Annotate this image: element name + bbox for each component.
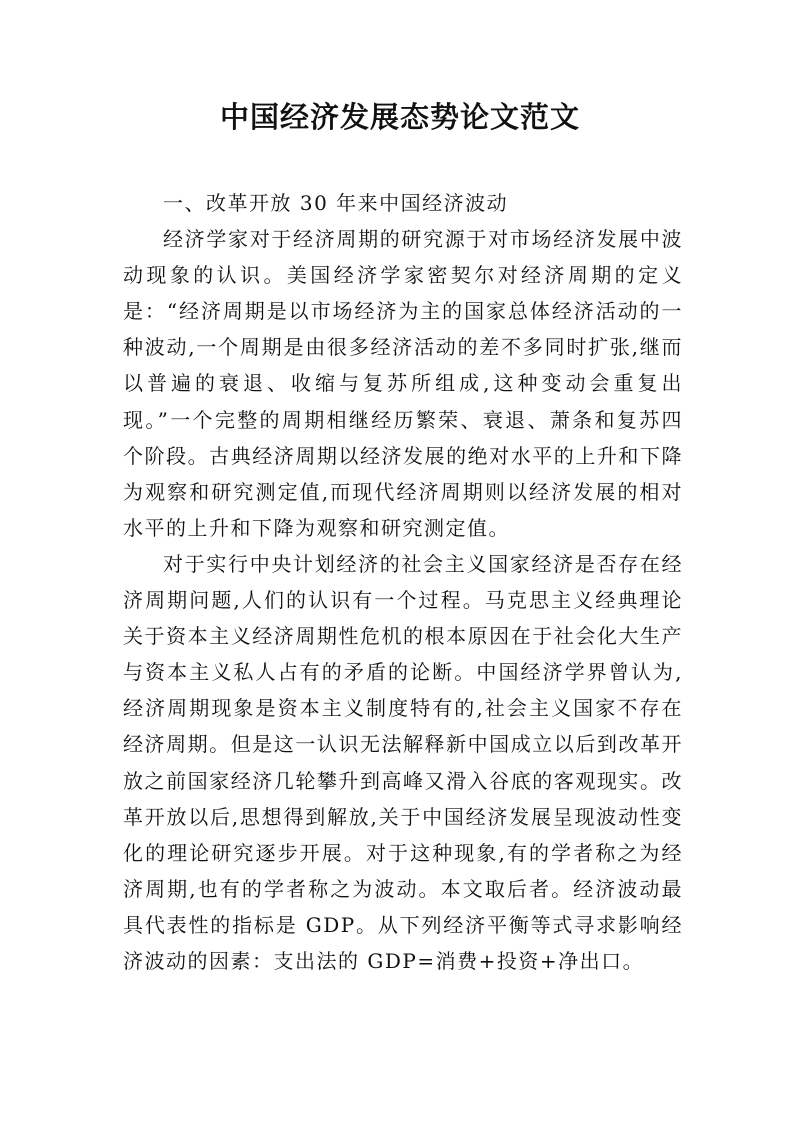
document-body: [123, 185, 683, 979]
paragraph-2: 对于实行中央计划经济的社会主义国家经济是否存在经济周期问题,人们的认识有一个过程。马克思主义经典理论关于资本主义经济周期性危机的根本原因在于社会化大生产与资本主义私人占有的矛盾的论断。中国经济学界曾认为,经济周期现象是资本主义制度特有的,社会主义国家不存在经济周期。但是这一认识无法解释新中国成立以后到改革开放之前国家经济几轮攀升到高峰又滑入谷底的客观现实。改革开放以后,思想得到解放,关于中国经济发展呈现波动性变化的理论研究逐步开展。对于这种现象,有的学者称之为经济周期,也有的学者称之为波动。本文取后者。经济波动最具代表性的指标是 GDP。从下列经济平衡等式寻求影响经济波动的因素：支出法的 GDP=消费+投资+净出口。: [123, 551, 683, 973]
paragraph-1: 经济学家对于经济周期的研究源于对市场经济发展中波动现象的认识。美国经济学家密契尔对经济周期的定义是：“经济周期是以市场经济为主的国家总体经济活动的一种波动,一个周期是由很多经济活动的差不多同时扩张,继而以普遍的衰退、收缩与复苏所组成,这种变动会重复出现。”一个完整的周期相继经历繁荣、衰退、萧条和复苏四个阶段。古典经济周期以经济发展的绝对水平的上升和下降为观察和研究测定值,而现代经济周期则以经济发展的相对水平的上升和下降为观察和研究测定值。: [123, 227, 683, 540]
section-heading: 一、改革开放 30 年来中国经济波动: [163, 191, 509, 215]
document-title: 中国经济发展态势论文范文: [219, 100, 580, 134]
